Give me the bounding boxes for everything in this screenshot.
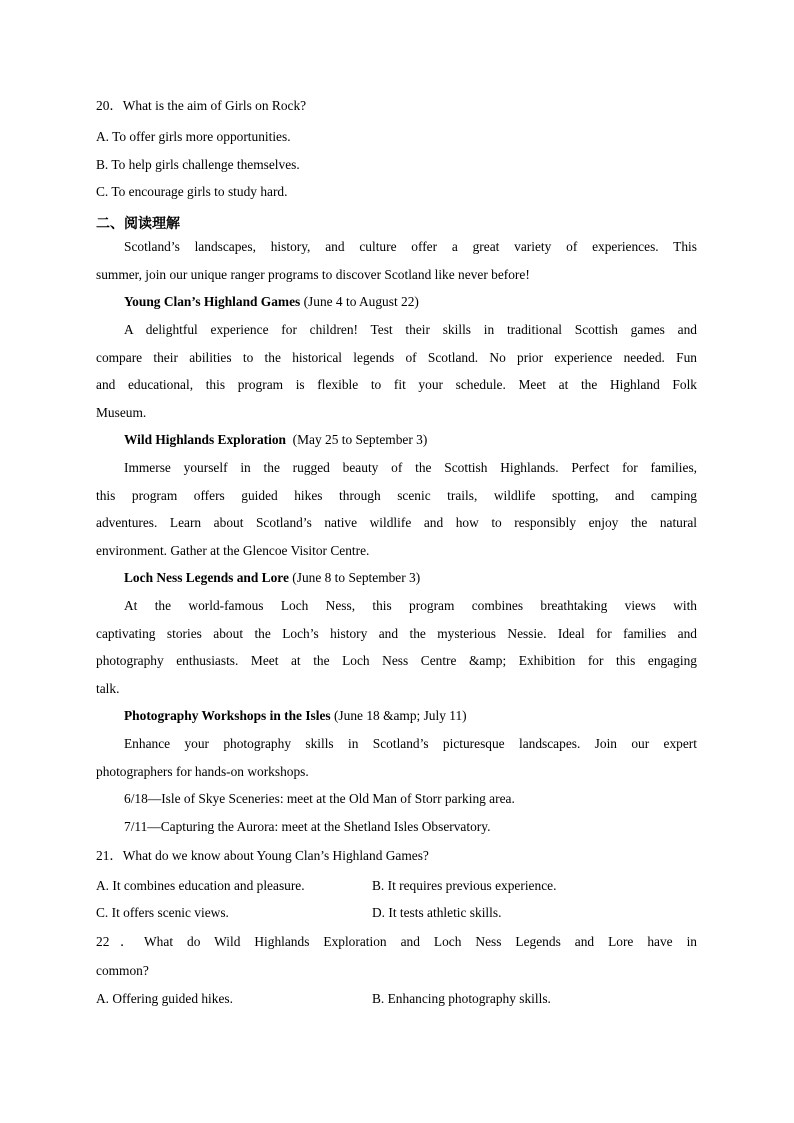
program-name: Photography Workshops in the Isles: [124, 708, 331, 723]
program-text-line: adventures. Learn about Scotland’s native wildlife and how to responsibly enjoy the natural: [96, 515, 697, 530]
program-text-line: compare their abilities to the historical legends of Scotland. No prior experience needed. Fun: [96, 350, 697, 365]
question-22-option-a: A. Offering guided hikes.: [96, 991, 233, 1006]
intro-line: Scotland’s landscapes, history, and culture offer a great variety of experiences. This: [124, 239, 697, 254]
question-21-option-c: C. It offers scenic views.: [96, 905, 229, 920]
program-text-line: talk.: [96, 681, 120, 696]
program-heading: [124, 707, 697, 725]
program-text-line: this program offers guided hikes through scenic trails, wildlife spotting, and camping: [96, 488, 697, 503]
program-session: 6/18—Isle of Skye Sceneries: meet at the Old Man of Storr parking area.: [124, 791, 515, 806]
program-heading: [124, 431, 697, 449]
question-20-option-a: A. To offer girls more opportunities.: [96, 129, 291, 144]
program-text-line: photography enthusiasts. Meet at the Loch Ness Centre &amp; Exhibition for this engaging: [96, 653, 697, 668]
program-name: Young Clan’s Highland Games: [124, 294, 301, 309]
question-20-stem: 20．What is the aim of Girls on Rock?: [96, 98, 307, 113]
question-22-option-b: B. Enhancing photography skills.: [372, 991, 551, 1006]
program-text-line: environment. Gather at the Glencoe Visitor Centre.: [96, 543, 370, 558]
question-22-stem: 22．What do Wild Highlands Exploration and Loch Ness Legends and Lore have in: [96, 934, 697, 949]
program-heading: [124, 569, 697, 587]
program-text-line: Enhance your photography skills in Scotland’s picturesque landscapes. Join our expert: [124, 736, 697, 751]
question-22-stem-continued: common?: [96, 963, 149, 978]
question-21-stem: 21．What do we know about Young Clan’s Highland Games?: [96, 848, 429, 863]
program-text-line: A delightful experience for children! Test their skills in traditional Scottish games and: [124, 322, 697, 337]
program-text-line: Immerse yourself in the rugged beauty of the Scottish Highlands. Perfect for families,: [124, 460, 697, 475]
program-name: Wild Highlands Exploration: [124, 432, 286, 447]
program-dates: (May 25 to September 3): [285, 432, 428, 447]
program-text-line: captivating stories about the Loch’s history and the mysterious Nessie. Ideal for families and: [96, 626, 697, 641]
program-dates: (June 8 to September 3): [288, 570, 421, 585]
program-text-line: Museum.: [96, 405, 147, 420]
program-dates: (June 18 &amp; July 11): [330, 708, 467, 723]
question-20-option-b: B. To help girls challenge themselves.: [96, 157, 300, 172]
program-session: 7/11—Capturing the Aurora: meet at the Shetland Isles Observatory.: [124, 819, 491, 834]
program-text-line: photographers for hands-on workshops.: [96, 764, 309, 779]
intro-line: summer, join our unique ranger programs to discover Scotland like never before!: [96, 267, 530, 282]
question-21-option-a: A. It combines education and pleasure.: [96, 878, 305, 893]
program-name: Loch Ness Legends and Lore: [124, 570, 289, 585]
program-heading: [124, 293, 697, 311]
question-21-option-d: D. It tests athletic skills.: [372, 905, 502, 920]
program-dates: (June 4 to August 22): [300, 294, 419, 309]
question-21-option-b: B. It requires previous experience.: [372, 878, 557, 893]
program-text-line: and educational, this program is flexible to fit your schedule. Meet at the Highland Folk: [96, 377, 697, 392]
question-20-option-c: C. To encourage girls to study hard.: [96, 184, 288, 199]
program-text-line: At the world-famous Loch Ness, this program combines breathtaking views with: [124, 598, 697, 613]
section-title: 二、阅读理解: [96, 216, 180, 232]
